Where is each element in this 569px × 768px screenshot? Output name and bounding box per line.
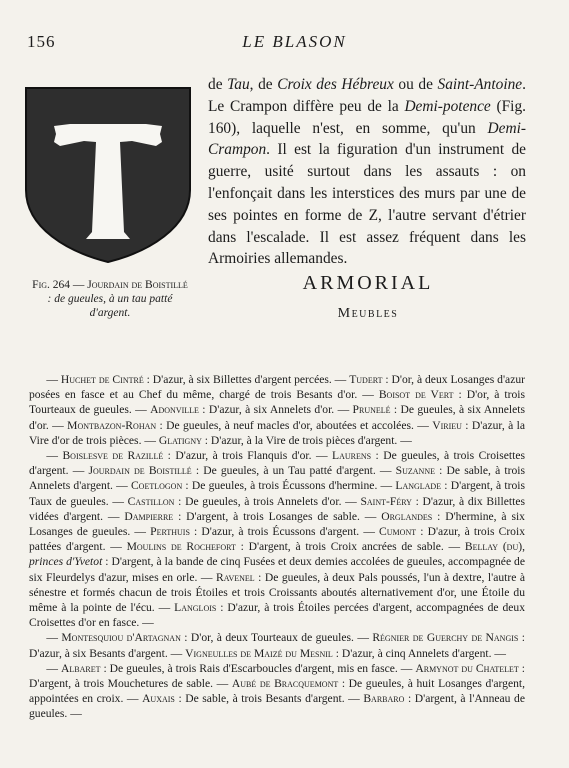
family-name: Aubé de Bracquemont [231,677,339,691]
family-name: Orglandes [381,509,433,523]
blazon-text: : D'or, à trois Tourteaux de gueules. — [29,388,525,417]
blazon-text: — [46,373,61,386]
family-name: Régnier de Guerchy de Nangis [372,631,519,645]
caption-name: Jourdain de Boistillé [87,279,188,291]
blazon-text: : D'azur, à la Vire d'or de trois pièces. — [29,418,525,447]
family-name: Armynot du Chatelet [415,661,519,675]
family-name: Montbazon-Rohan [67,418,157,432]
blazon-text: : D'or, à deux Tourteaux de gueules. — [180,631,373,645]
family-name: Moulins de Rochefort [126,540,236,554]
caption-label: Fig. 264 [32,279,71,291]
intro-text-run: Demi-potence [404,97,491,115]
family-name: Auxais [142,692,175,706]
blazon-text: princes d'Yvetot [29,555,103,569]
blazon-text: : De sable, à trois Annelets d'argent. — [29,464,525,493]
blazon-text: — [46,449,63,463]
family-name: Prunelé [352,403,391,417]
intro-text-run: ou de [393,76,438,93]
intro-text-run: . Il est la figuration d'un instrument de guerre, usité surtout dans les assauts : on l'enfonçait dans les interstices des murs par une de ses pointes en forme de Z, l'autre servant d'étrier dans l'escalade. Il est assez fréquent dans les Armoiries allemandes. [208,141,526,268]
family-name: Castillon [127,494,175,508]
blazon-text: : D'argent, à trois Losanges de sable. — [173,509,382,523]
family-name: Huchet de Cintré [60,373,144,386]
caption-sep: — [70,279,88,291]
blazon-text: : D'argent, à trois Croix ancrées de sable. — [235,540,465,554]
section-subtitle: Meubles [337,306,399,321]
armorial-paragraph [29,661,525,722]
blazon-text: : De gueules, à trois Croisettes d'argent. — [29,449,525,478]
family-name: Bellay (du) [464,540,523,554]
armorial-paragraph [29,372,525,448]
family-name: Ravenel [215,570,255,584]
blazon-text: : D'or, à deux Losanges d'azur posées en fasce et au Chef du même, chargé de trois Besants d'or. — [29,373,525,402]
blazon-text: : D'azur, à six Billettes d'argent percées. — [143,373,350,386]
caption-text: : de gueules, à un tau patté d'argent. [47,293,173,319]
intro-text-run: Saint-Antoine [437,76,523,93]
family-name: Langlois [174,601,217,615]
intro-text-run: Tau [227,76,250,93]
blazon-text: : De gueules, à trois Rais d'Escarboucles d'argent, mis en fasce. — [100,661,416,675]
page-number: 156 [27,32,56,51]
blazon-text: : D'argent, à trois Taux de gueules. — [29,479,525,508]
figure-caption [30,278,190,320]
blazon-text: : De gueules, à neuf macles d'or, aboutées et accolées. — [156,418,433,432]
family-name: Cumont [379,525,417,539]
family-name: Vigneulles de Maizé du Mesnil [185,646,333,660]
blazon-text: : De sable, à trois Besants d'argent. — [174,692,364,706]
running-title: LE BLASON [242,32,347,51]
blazon-text: : De gueules, à trois Annelets d'or. — [174,494,361,508]
blazon-text: : De gueules, à huit Losanges d'argent, appointées en croix. — [29,677,526,706]
blazon-text: : D'hermine, à six Losanges de gueules. — [29,509,525,539]
blazon-text: : D'argent, à trois Mouchetures de sable. — [29,661,525,691]
blazon-text: : D'azur, à la Vire de trois pièces d'argent. — [201,433,412,447]
intro-paragraph [208,74,526,270]
blazon-text: : D'azur, à dix Billettes vidées d'argent. — [29,494,525,523]
family-name: Montesquiou d'Artagnan [61,631,181,645]
blazon-text: — [46,631,62,645]
armorial-paragraph [29,448,525,630]
family-name: Coetlogon [130,479,183,493]
intro-text-run: (Fig. 160), laquelle n'est, en somme, qu'un [208,97,526,137]
blazon-text: , [522,540,526,554]
family-name: Suzanne [395,464,436,478]
family-name: Boislesve de Razillé [62,449,164,463]
family-name: Virieu [432,418,462,432]
family-name: Langlade [395,479,442,493]
family-name: Saint-Féry [360,494,412,508]
family-name: Jourdain de Boistillé [88,464,192,478]
armorial-paragraph [29,630,525,660]
shield-tau-icon [24,86,192,264]
blazon-text: : D'argent, à l'Anneau de gueules. — [29,692,525,721]
family-name: Albaret [60,661,101,675]
family-name: Barbaro [363,692,405,706]
section-title: ARMORIAL [302,272,434,294]
intro-text-run: Croix des Hébreux [277,76,394,93]
family-name: Dampierre [124,509,174,523]
blazon-text: : D'argent, à la bande de cinq Fusées et deux demies accolées de gueules, accompagnée de six Fleurdelys d'azur, mises en orle. — [29,555,525,584]
blazon-text: : D'azur, à six Besants d'argent. — [29,631,525,660]
blazon-text: : De gueules, à trois Écussons d'hermine. — [182,479,396,493]
blazon-text: : De gueules, à six Annelets d'or. — [29,403,525,432]
blazon-text: : De gueules, à deux Pals poussés, l'un à dextre, l'autre à sénestre et formés chacun de trois Étoiles et trois Croissants aboutés alternativement d'or, une Étoile du même à la pointe de l'écu. — [29,570,525,615]
blazon-text: : D'azur, à six Annelets d'or. — [198,403,353,417]
blazon-text: : D'azur, à trois Étoiles percées d'argent, accompagnées de deux Croisettes d'or en fasce. — [29,601,525,630]
blazon-text: : D'azur, à trois Croix pattées d'argent. — [29,525,525,554]
armorial-entries [29,372,525,722]
intro-text-run: . Le Crampon diffère peu de la [208,76,526,115]
intro-text-run: Demi-Crampon [208,119,526,159]
family-name: Tudert [349,373,383,386]
family-name: Glatigny [158,433,202,447]
blazon-text: : D'azur, à trois Écussons d'argent. — [189,525,380,539]
family-name: Perthuis [150,525,190,539]
family-name: Laurens [332,449,372,463]
blazon-text: — [46,661,61,675]
intro-text-run: de [208,76,228,93]
family-name: Boisot de Vert [378,388,454,402]
blazon-text: : D'azur, à trois Flanquis d'or. — [163,449,332,463]
blazon-text: : D'azur, à cinq Annelets d'argent. — [332,646,506,660]
blazon-text: : De gueules, à un Tau patté d'argent. — [191,464,396,478]
intro-text-run: , de [249,76,278,93]
family-name: Adonville [150,403,199,417]
